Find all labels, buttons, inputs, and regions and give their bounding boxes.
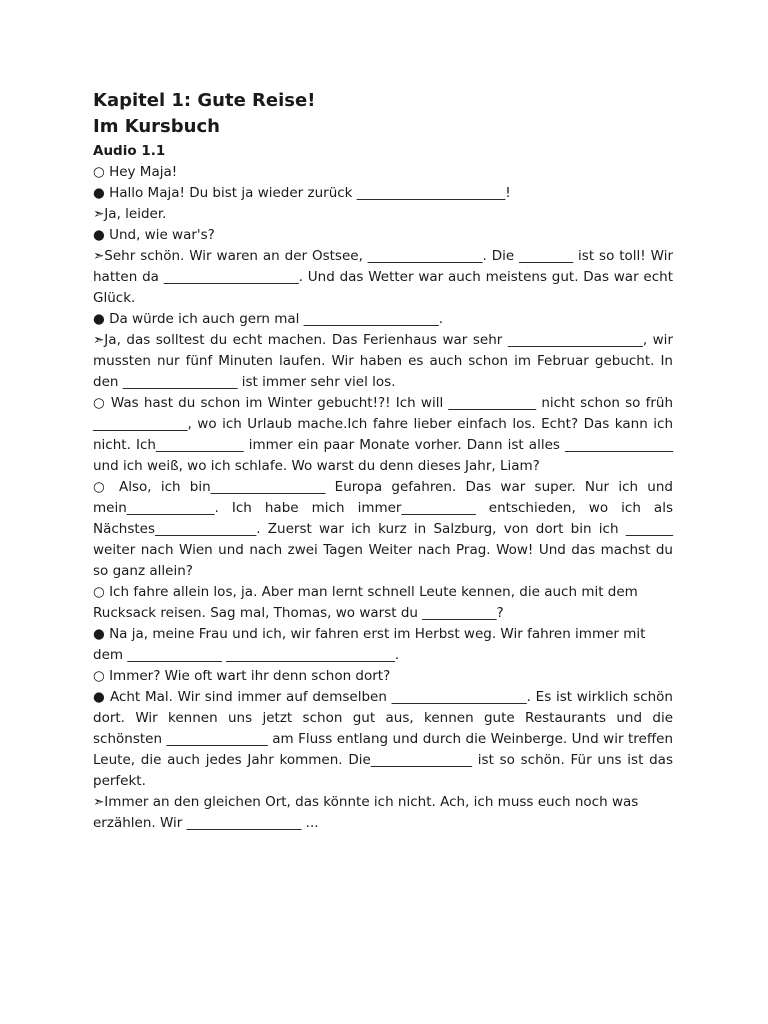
dialogue-line: ○ Immer? Wie oft wart ihr denn schon dort? — [93, 668, 391, 684]
dialogue-line: ○ Ich fahre allein los, ja. Aber man lernt schnell Leute kennen, die auch mit dem Rucksack reisen. Sag mal, Thomas, wo warst du ___________? — [93, 584, 638, 621]
dialogue-line: ● Na ja, meine Frau und ich, wir fahren erst im Herbst weg. Wir fahren immer mit dem ______________ _________________________. — [93, 626, 646, 663]
section-title: Im Kursbuch — [93, 116, 220, 137]
dialogue-line: ➣Sehr schön. Wir waren an der Ostsee, _________________. Die ________ ist so toll! Wir hatten da ____________________. Und das Wetter war auch meistens gut. Das war echt Glück. — [93, 248, 673, 306]
dialogue-line: ○ Hey Maja! — [93, 164, 178, 180]
dialogue-line: ● Hallo Maja! Du bist ja wieder zurück ______________________! — [93, 185, 511, 201]
dialogue-line: ● Acht Mal. Wir sind immer auf demselben ____________________. Es ist wirklich schön dort. Wir kennen uns jetzt schon gut aus, kennen gute Restaurants und die schönsten _______________ am Fluss entlang und durch die Weinberge. Und wir treffen Leute, die auch jedes Jahr kommen. Die_______________ ist so schön. Für uns ist das perfekt. — [93, 689, 673, 789]
dialogue-line: ○ Also, ich bin_________________ Europa gefahren. Das war super. Nur ich und mein_____________. Ich habe mich immer___________ entschieden, wo ich als Nächstes_______________. Zuerst war ich kurz in Salzburg, von dort bin ich _______ weiter nach Wien und nach zwei Tagen Weiter nach Prag. Wow! Und das machst du so ganz allein? — [93, 479, 673, 579]
chapter-title: Kapitel 1: Gute Reise! — [93, 90, 316, 111]
dialogue-line: ➣Ja, das solltest du echt machen. Das Ferienhaus war sehr ____________________, wir mussten nur fünf Minuten laufen. Wir haben es auch schon im Februar gebucht. In den _________________ ist immer sehr viel los. — [93, 332, 673, 390]
dialogue-line: ● Und, wie war's? — [93, 227, 215, 243]
document-page — [93, 88, 673, 834]
dialogue-line: ➣Ja, leider. — [93, 206, 167, 222]
audio-label: Audio 1.1 — [93, 143, 166, 159]
dialogue-line: ○ Was hast du schon im Winter gebucht!?! Ich will _____________ nicht schon so früh ______________, wo ich Urlaub mache.Ich fahre lieber einfach los. Echt? Das kann ich nicht. Ich_____________ immer ein paar Monate vorher. Dann ist alles ________________ und ich weiß, wo ich schlafe. Wo warst du denn dieses Jahr, Liam? — [93, 395, 673, 474]
dialogue-line: ➣Immer an den gleichen Ort, das könnte ich nicht. Ach, ich muss euch noch was erzählen. Wir _________________ ... — [93, 794, 639, 831]
dialogue-line: ● Da würde ich auch gern mal ____________________. — [93, 311, 444, 327]
